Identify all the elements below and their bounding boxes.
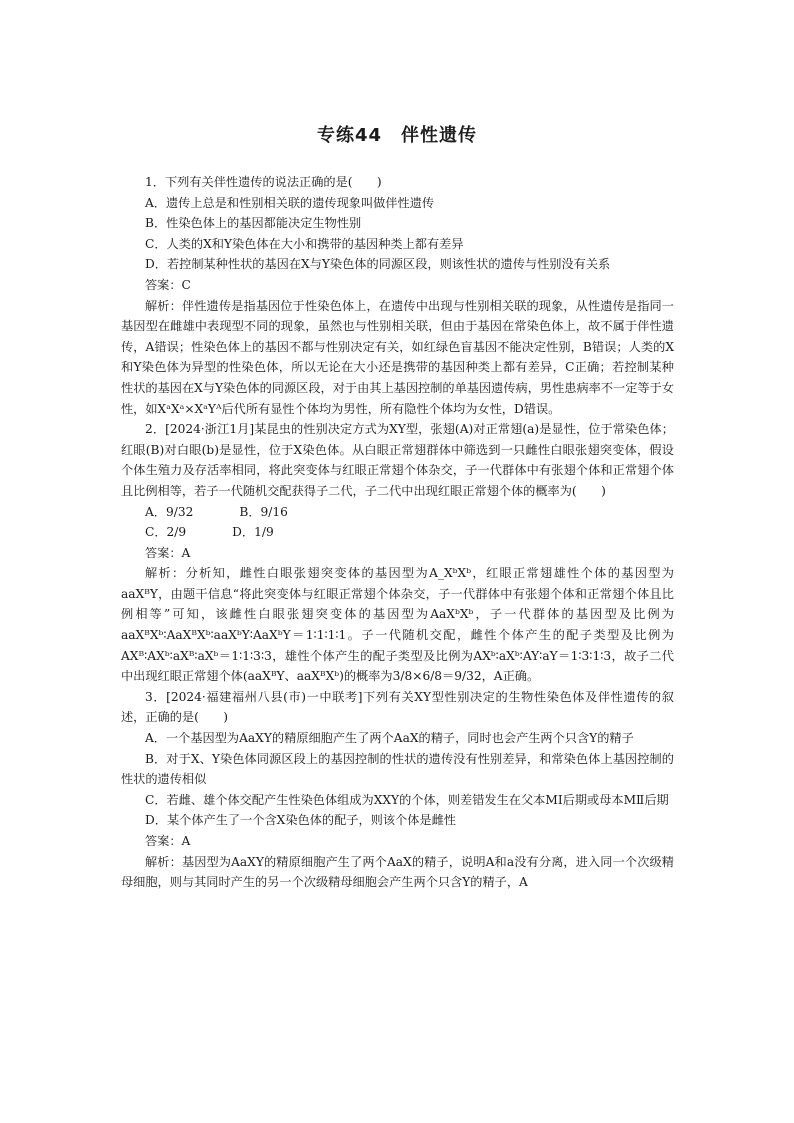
q3-analysis: 解析：基因型为AaXY的精原细胞产生了两个AaX的精子，说明A和a没有分离，进入同一个次级精母细胞，则与其同时产生的另一个次级精母细胞会产生两个只含Y的精子，A xyxy=(121,854,674,890)
q2-option-c: C．2/9 xyxy=(145,525,187,540)
q1-option-d: D．若控制某种性状的基因在X与Y染色体的同源区段，则该性状的遗传与性别没有关系 xyxy=(145,257,611,272)
q1-stem: 1．下列有关伴性遗传的说法正确的是( ) xyxy=(145,175,382,189)
q3-option-a: A．一个基因型为AaXY的精原细胞产生了两个AaX的精子，同时也会产生两个只含Y的精子 xyxy=(145,731,634,746)
q3-stem: 3．[2024·福建福州八县(市)一中联考]下列有关XY型性别决定的生物性染色体及伴性遗传的叙述，正确的是( ) xyxy=(121,689,674,725)
q3-answer: 答案：A xyxy=(145,834,191,848)
q3-option-d: D．某个体产生了一个含X染色体的配子，则该个体是雌性 xyxy=(145,813,456,828)
q2-options-row-2 xyxy=(121,522,674,543)
q1-answer: 答案：C xyxy=(145,277,191,292)
q1-option-b: B．性染色体上的基因都能决定生物性别 xyxy=(145,216,362,231)
q3-option-c: C．若雌、雄个体交配产生性染色体组成为XXY的个体，则差错发生在父本MⅠ后期或母本MⅡ后期 xyxy=(145,792,669,807)
q1-analysis: 解析：伴性遗传是指基因位于性染色体上，在遗传中出现与性别相关联的现象，从性遗传是指同一基因型在雌雄中表现型不同的现象，虽然也与性别相关联，但由于基因在常染色体上，故不属于伴性遗传，A错误；性染色体上的基因不都与性别决定有关，如红绿色盲基因不能决定性别，B错误；人类的X和Y染色体为异型的性染色体，所以无论在大小还是携带的基因种类上都有差异，C正确；若控制某种性状的基因在X与Y染色体的同源区段，对于由其上基因控制的单基因遗传病，男性患病率不一定等于女性，如XᵃXᵃ×XᵃYᴬ后代所有显性个体均为男性，所有隐性个体均为女性，D错误。 xyxy=(121,298,674,416)
q1-option-a: A．遗传上总是和性别相关联的遗传现象叫做伴性遗传 xyxy=(145,195,435,210)
q2-analysis: 解析：分析知，雌性白眼张翅突变体的基因型为A_XᵇXᵇ，红眼正常翅雄性个体的基因型为aaXᴮY，由题干信息“将此突变体与红眼正常翅个体杂交，子一代群体中有张翅个体和正常翅个体且比例相等”可知，该雌性白眼张翅突变体的基因型为AaXᵇXᵇ，子一代群体的基因型及比例为aaXᴮXᵇ∶AaXᴮXᵇ∶aaXᵇY∶AaXᵇY＝1∶1∶1∶1。子一代随机交配，雌性个体产生的配子类型及比例为AXᴮ∶AXᵇ∶aXᴮ∶aXᵇ＝1∶1∶3∶3，雄性个体产生的配子类型及比例为AXᵇ∶aXᵇ∶AY∶aY＝1∶3∶1∶3，故子二代中出现红眼正常翅个体(aaXᴮY、aaXᴮXᵇ)的概率为3/8×6/8＝9/32，A正确。 xyxy=(121,566,674,684)
q2-option-b: B．9/16 xyxy=(239,504,288,519)
page-title: 专练44 伴性遗传 xyxy=(316,125,478,146)
q2-answer: 答案：A xyxy=(145,545,191,560)
document-body xyxy=(121,172,674,893)
q2-option-d: D．1/9 xyxy=(232,525,274,540)
q1-option-c: C．人类的X和Y染色体在大小和携带的基因种类上都有差异 xyxy=(145,236,464,251)
q2-option-a: A．9/32 xyxy=(145,504,194,519)
q2-options-row-1 xyxy=(121,502,674,523)
q3-option-b: B．对于X、Y染色体同源区段上的基因控制的性状的遗传没有性别差异，和常染色体上基因控制的性状的遗传相似 xyxy=(121,751,674,787)
q2-stem: 2．[2024·浙江1月]某昆虫的性别决定方式为XY型，张翅(A)对正常翅(a)是显性，位于常染色体；红眼(B)对白眼(b)是显性，位于X染色体。从白眼正常翅群体中筛选到一只雌性白眼张翅突变体，假设个体生殖力及存活率相同，将此突变体与红眼正常翅个体杂交，子一代群体中有张翅个体和正常翅个体且比例相等，若子一代随机交配获得子二代，子二代中出现红眼正常翅个体的概率为( ) xyxy=(121,422,674,498)
